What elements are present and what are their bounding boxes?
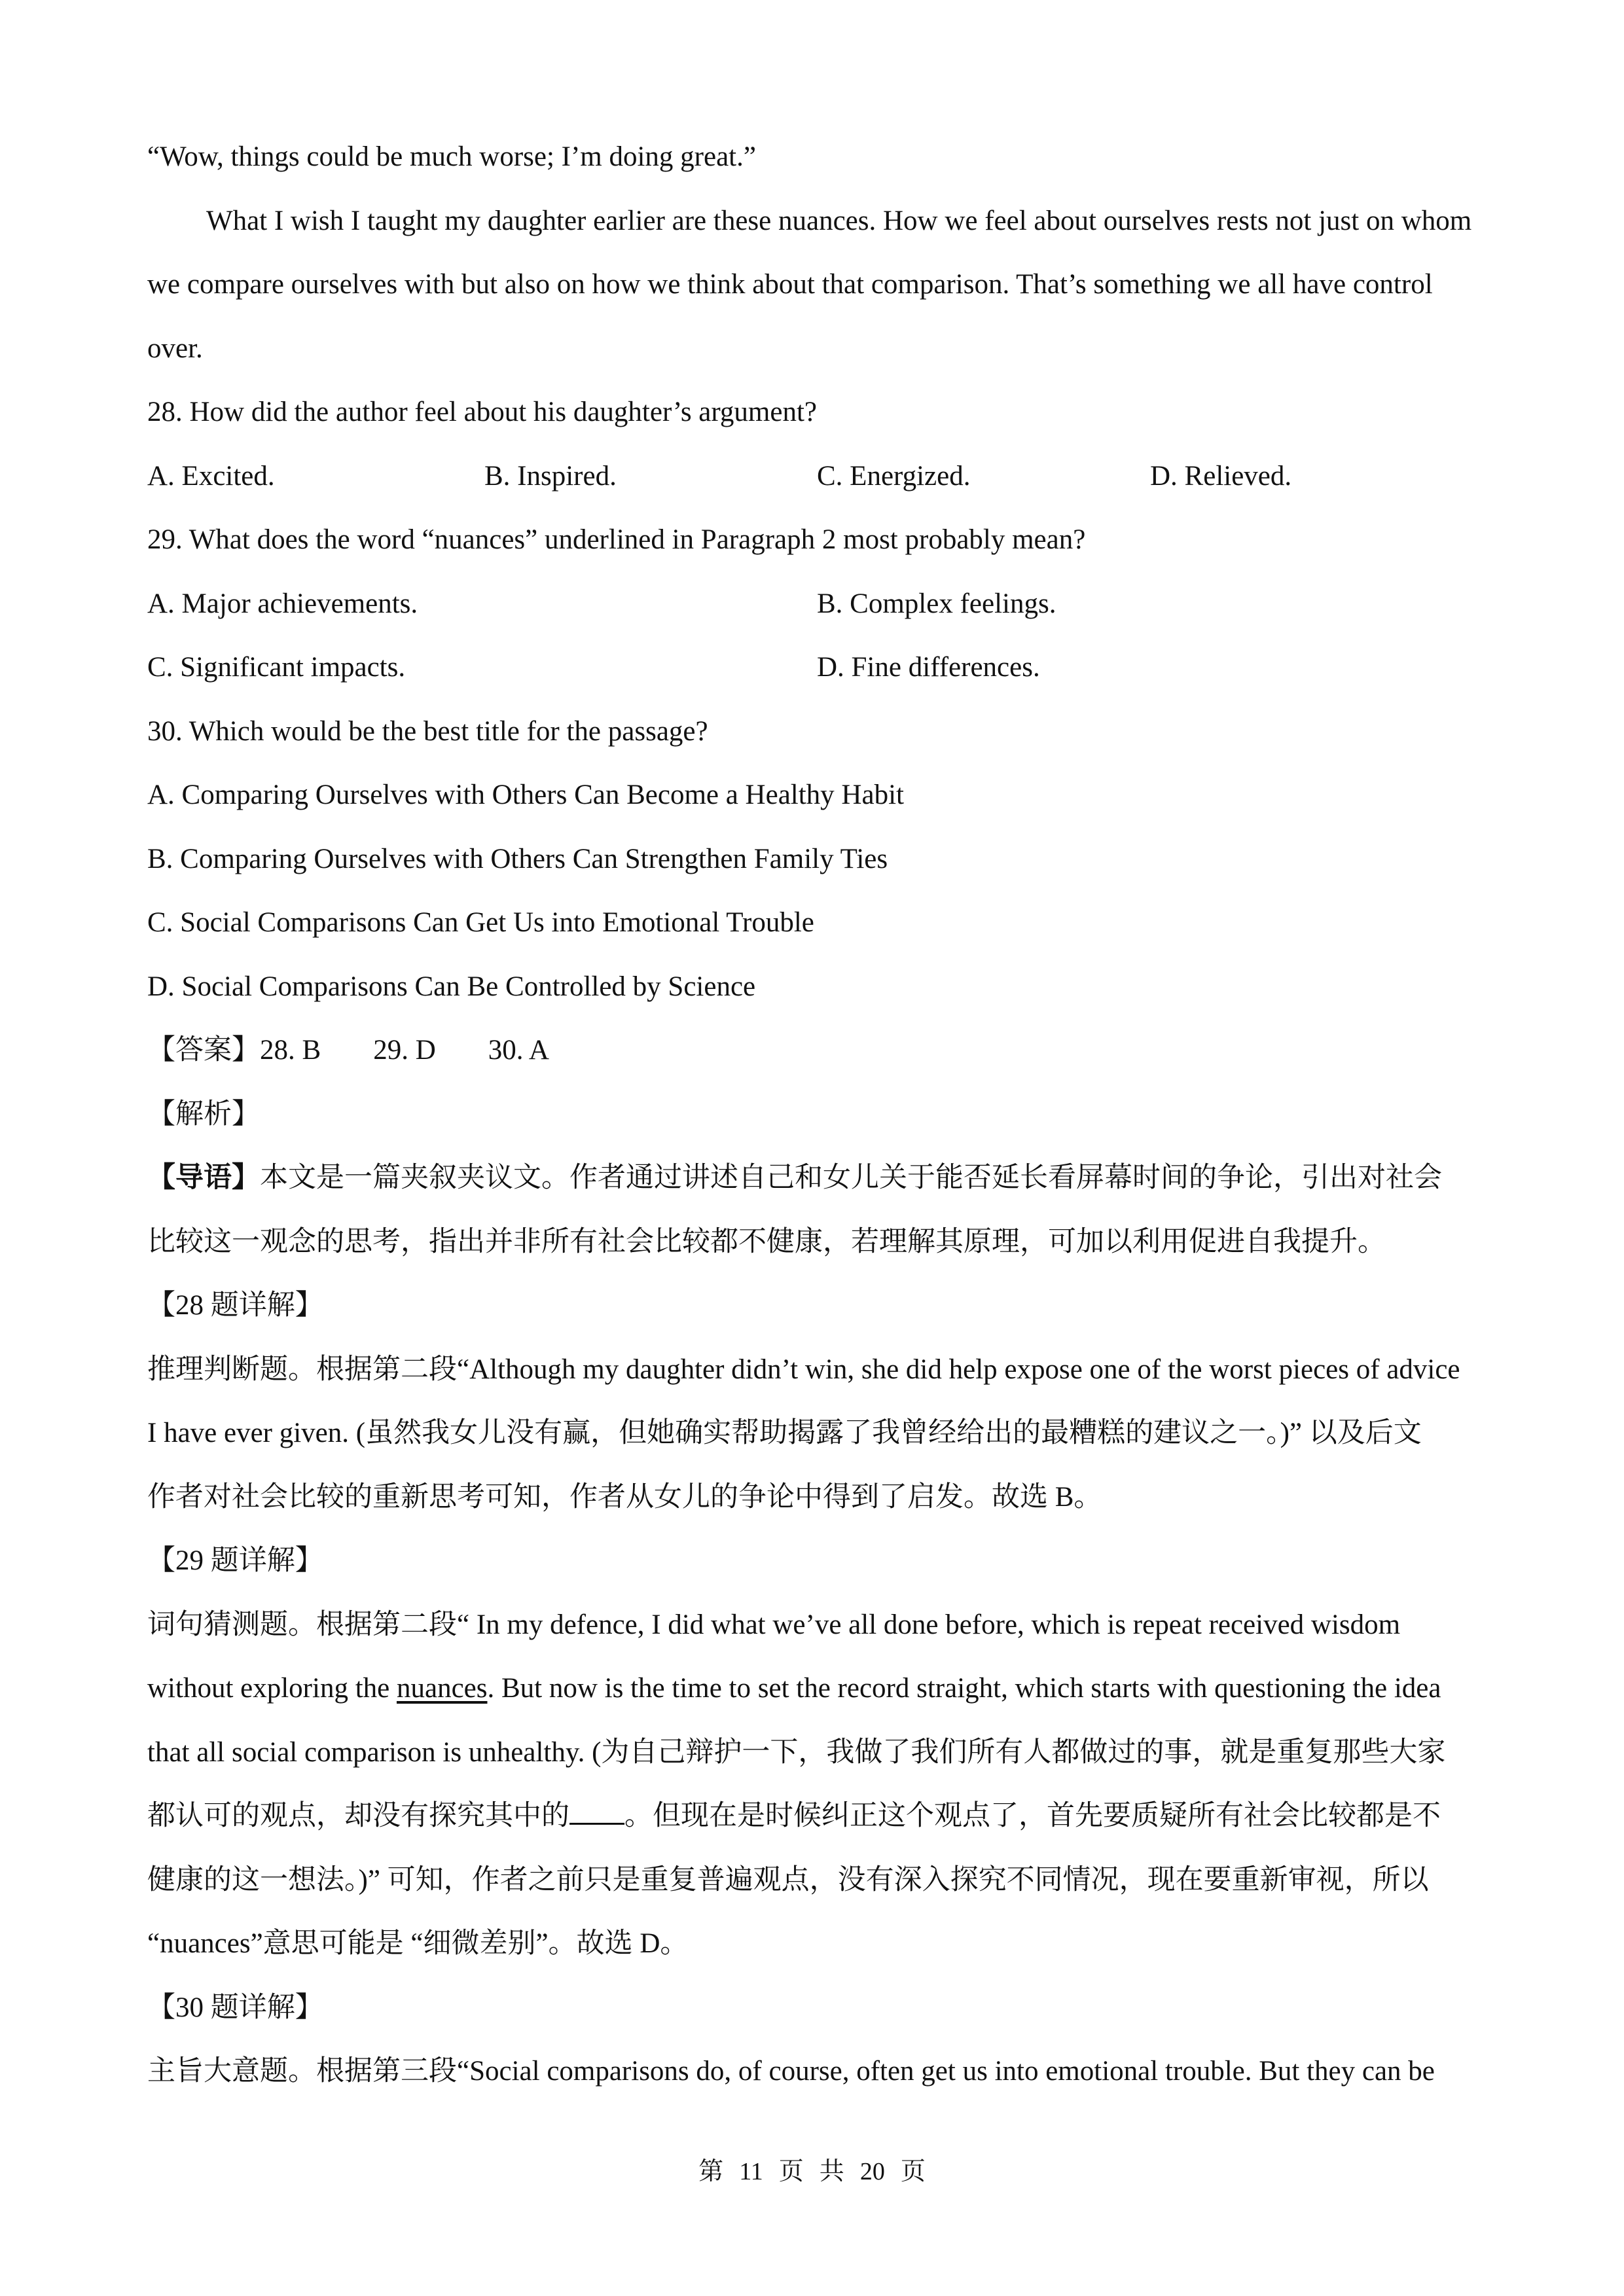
question-29-option-d: D. Fine differences. — [817, 652, 1040, 683]
detail-29-line-5: 健康的这一想法。)” 可知，作者之前只是重复普遍观点，没有深入探究不同情况，现在要重新审视，所以 — [147, 1865, 1429, 1895]
detail-29-line-2-post: . But now is the time to set the record straight, which starts with questioning the idea — [487, 1673, 1441, 1704]
fill-in-blank — [569, 1801, 624, 1825]
question-29-option-b: B. Complex feelings. — [817, 588, 1056, 619]
footer-page-word: 页 — [778, 2158, 804, 2185]
intro-label: 【导语】 — [147, 1162, 260, 1193]
question-30-option-d: D. Social Comparisons Can Be Controlled by Science — [147, 971, 756, 1002]
footer-prefix: 第 — [698, 2158, 724, 2185]
passage-quote-line: “Wow, things could be much worse; I’m doing great.” — [147, 141, 756, 172]
passage-paragraph-line-1: What I wish I taught my daughter earlier are these nuances. How we feel about ourselves rests not just on whom — [206, 206, 1472, 236]
question-30-option-c: C. Social Comparisons Can Get Us into Emotional Trouble — [147, 907, 814, 938]
question-29-option-a: A. Major achievements. — [147, 588, 418, 619]
question-29-stem: 29. What does the word “nuances” underlined in Paragraph 2 most probably mean? — [147, 524, 1086, 555]
intro-text-1: 本文是一篇夹叙夹议文。作者通过讲述自己和女儿关于能否延长看屏幕时间的争论，引出对社会 — [260, 1162, 1442, 1193]
answer-28: 28. B — [260, 1035, 321, 1066]
detail-29-line-4 — [147, 1797, 1483, 1836]
answer-30: 30. A — [488, 1035, 549, 1066]
passage-paragraph-line-2: we compare ourselves with but also on how we think about that comparison. That’s something we all have control — [147, 269, 1433, 300]
question-29-option-c: C. Significant impacts. — [147, 652, 406, 683]
question-30-option-a: A. Comparing Ourselves with Others Can Become a Healthy Habit — [147, 780, 904, 810]
question-30-stem: 30. Which would be the best title for the passage? — [147, 716, 708, 747]
question-28-option-a: A. Excited. — [147, 461, 275, 492]
footer-suffix: 页 — [900, 2158, 926, 2185]
page-footer — [0, 2155, 1624, 2188]
footer-total-pages: 20 — [859, 2158, 885, 2185]
intro-line-2: 比较这一观念的思考，指出并非所有社会比较都不健康，若理解其原理，可加以利用促进自我提升。 — [147, 1227, 1386, 1257]
footer-page-number: 11 — [739, 2158, 763, 2185]
detail-29-line-6: “nuances”意思可能是 “细微差别”。故选 D。 — [147, 1928, 689, 1959]
detail-29-line-4-post: 。但现在是时候纠正这个观点了，首先要质疑所有社会比较都是不 — [624, 1801, 1441, 1831]
detail-29-line-1: 词句猜测题。根据第二段“ In my defence, I did what we’ve all done before, which is repeat received wisdom — [147, 1609, 1401, 1640]
detail-29-line-3: that all social comparison is unhealthy. (为自己辩护一下，我做了我们所有人都做过的事，就是重复那些大家 — [147, 1737, 1446, 1768]
detail-29-line-2 — [147, 1669, 1483, 1708]
footer-total-prefix: 共 — [819, 2158, 844, 2185]
detail-30-label: 【30 题详解】 — [147, 1992, 323, 2023]
detail-28-line-1: 推理判断题。根据第二段“Although my daughter didn’t win, she did help expose one of the worst pieces of advice — [147, 1354, 1460, 1385]
detail-30-line-1: 主旨大意题。根据第三段“Social comparisons do, of course, often get us into emotional trouble. But they can be — [147, 2056, 1435, 2087]
question-28-option-c: C. Energized. — [817, 461, 971, 492]
question-28-option-b: B. Inspired. — [484, 461, 617, 492]
detail-28-line-3: 作者对社会比较的重新思考可知，作者从女儿的争论中得到了启发。故选 B。 — [147, 1482, 1102, 1513]
underlined-word-nuances: nuances — [396, 1673, 488, 1704]
passage-paragraph-line-3: over. — [147, 333, 203, 364]
question-30-option-b: B. Comparing Ourselves with Others Can Strengthen Family Ties — [147, 844, 888, 874]
question-28-stem: 28. How did the author feel about his daughter’s argument? — [147, 397, 817, 427]
detail-29-line-4-pre: 都认可的观点，却没有探究其中的 — [147, 1801, 569, 1831]
intro-line-1 — [147, 1158, 1483, 1198]
answer-line — [147, 1031, 1483, 1070]
analysis-label: 【解析】 — [147, 1099, 260, 1130]
detail-28-label: 【28 题详解】 — [147, 1290, 323, 1321]
detail-29-line-2-pre: without exploring the — [147, 1673, 397, 1704]
detail-28-line-2: I have ever given. (虽然我女儿没有赢，但她确实帮助揭露了我曾经给出的最糟糕的建议之一。)” 以及后文 — [147, 1418, 1422, 1448]
question-28-option-d: D. Relieved. — [1150, 461, 1292, 492]
detail-29-label: 【29 题详解】 — [147, 1545, 323, 1576]
answer-29: 29. D — [373, 1035, 436, 1066]
answer-label: 【答案】 — [147, 1035, 260, 1066]
